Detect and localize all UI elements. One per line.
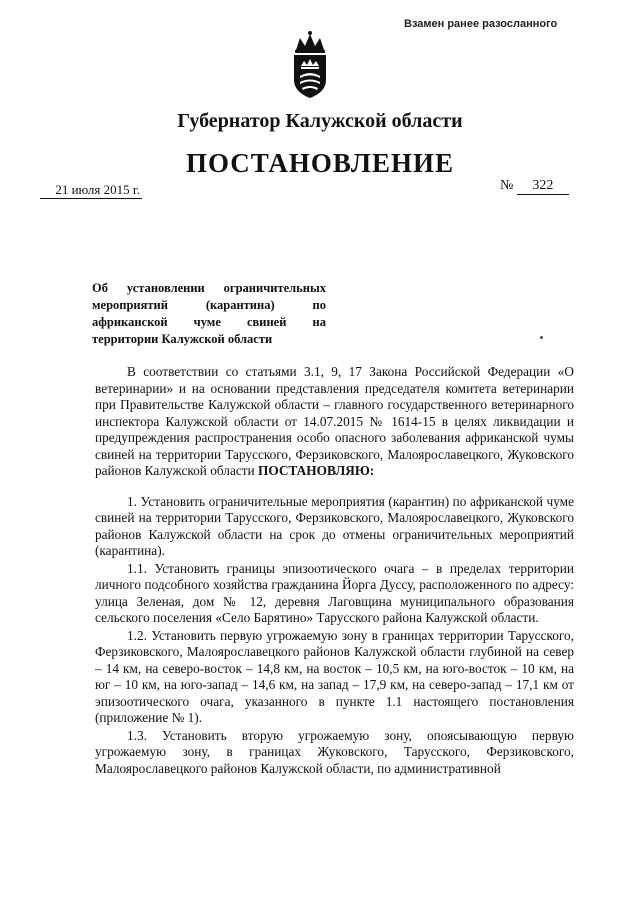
document-subject: Об установлении ограничительных мероприятий (карантина) по африканской чуме свиней на территории Калужской области [92, 281, 326, 346]
preamble-text: В соответствии со статьями 3.1, 9, 17 Закона Российской Федерации «О ветеринарии» и на основании представления председателя комитета ветеринарии при Правительстве Калужской области – главного государственного ветеринарного инспектора Калужской области от 14.07.2015 № 1614-15 в целях ликвидации и предупреждения распространения особо опасного заболевания африканской чумы свиней на территории Тарусского, Ферзиковского, Малоярославецкого, Жуковского районов Калужской области [95, 364, 574, 478]
clause-1-3: 1.3. Установить вторую угрожаемую зону, опоясывающую первую угрожаемую зону, в границах Жуковского, Тарусского, Ферзиковского, Малоярославецкого районов Калужской области, по административной [95, 727, 574, 776]
kaluga-coat-of-arms-icon [286, 30, 334, 100]
document-date: 21 июля 2015 г. [40, 182, 142, 199]
number-value: 322 [517, 178, 569, 195]
replaced-note: Взамен ранее разосланного [404, 18, 558, 30]
document-number [500, 178, 580, 195]
document-body [95, 364, 574, 778]
number-sign: № [500, 178, 514, 193]
scan-speck [540, 336, 543, 339]
clause-1-2: 1.2. Установить первую угрожаемую зону в границах территории Тарусского, Ферзиковского, Малоярославецкого районов Калужской области глубиной на север – 14 км, на северо-восток – 14,8 км, на восток – 10,5 км, на юго-восток – 10 км, на юг – 10 км, на юго-запад – 14,6 км, на запад – 17,9 км, на северо-запад – 17,1 км от эпизоотического очага, указанного в пункте 1.1 настоящего постановления (приложение № 1). [95, 627, 574, 725]
resolve-word: ПОСТАНОВЛЯЮ: [258, 463, 375, 478]
document-type: ПОСТАНОВЛЕНИЕ [185, 148, 455, 178]
issuer-title: Губернатор Калужской области [177, 110, 463, 132]
preamble-paragraph [95, 364, 574, 480]
clause-1-1: 1.1. Установить границы эпизоотического очага – в пределах территории личного подсобного хозяйства гражданина Йорга Дуссу, расположенного по адресу: улица Зеленая, дом № 12, деревня Лаговщина муниципального образования сельского поселения «Село Барятино» Тарусского района Калужской области. [95, 560, 574, 625]
clause-1: 1. Установить ограничительные мероприятия (карантин) по африканской чуме свиней на территории Тарусского, Ферзиковского, Малоярославецкого, Жуковского районов Калужской области на срок до отмены ограничительных мероприятий (карантина). [95, 493, 574, 558]
